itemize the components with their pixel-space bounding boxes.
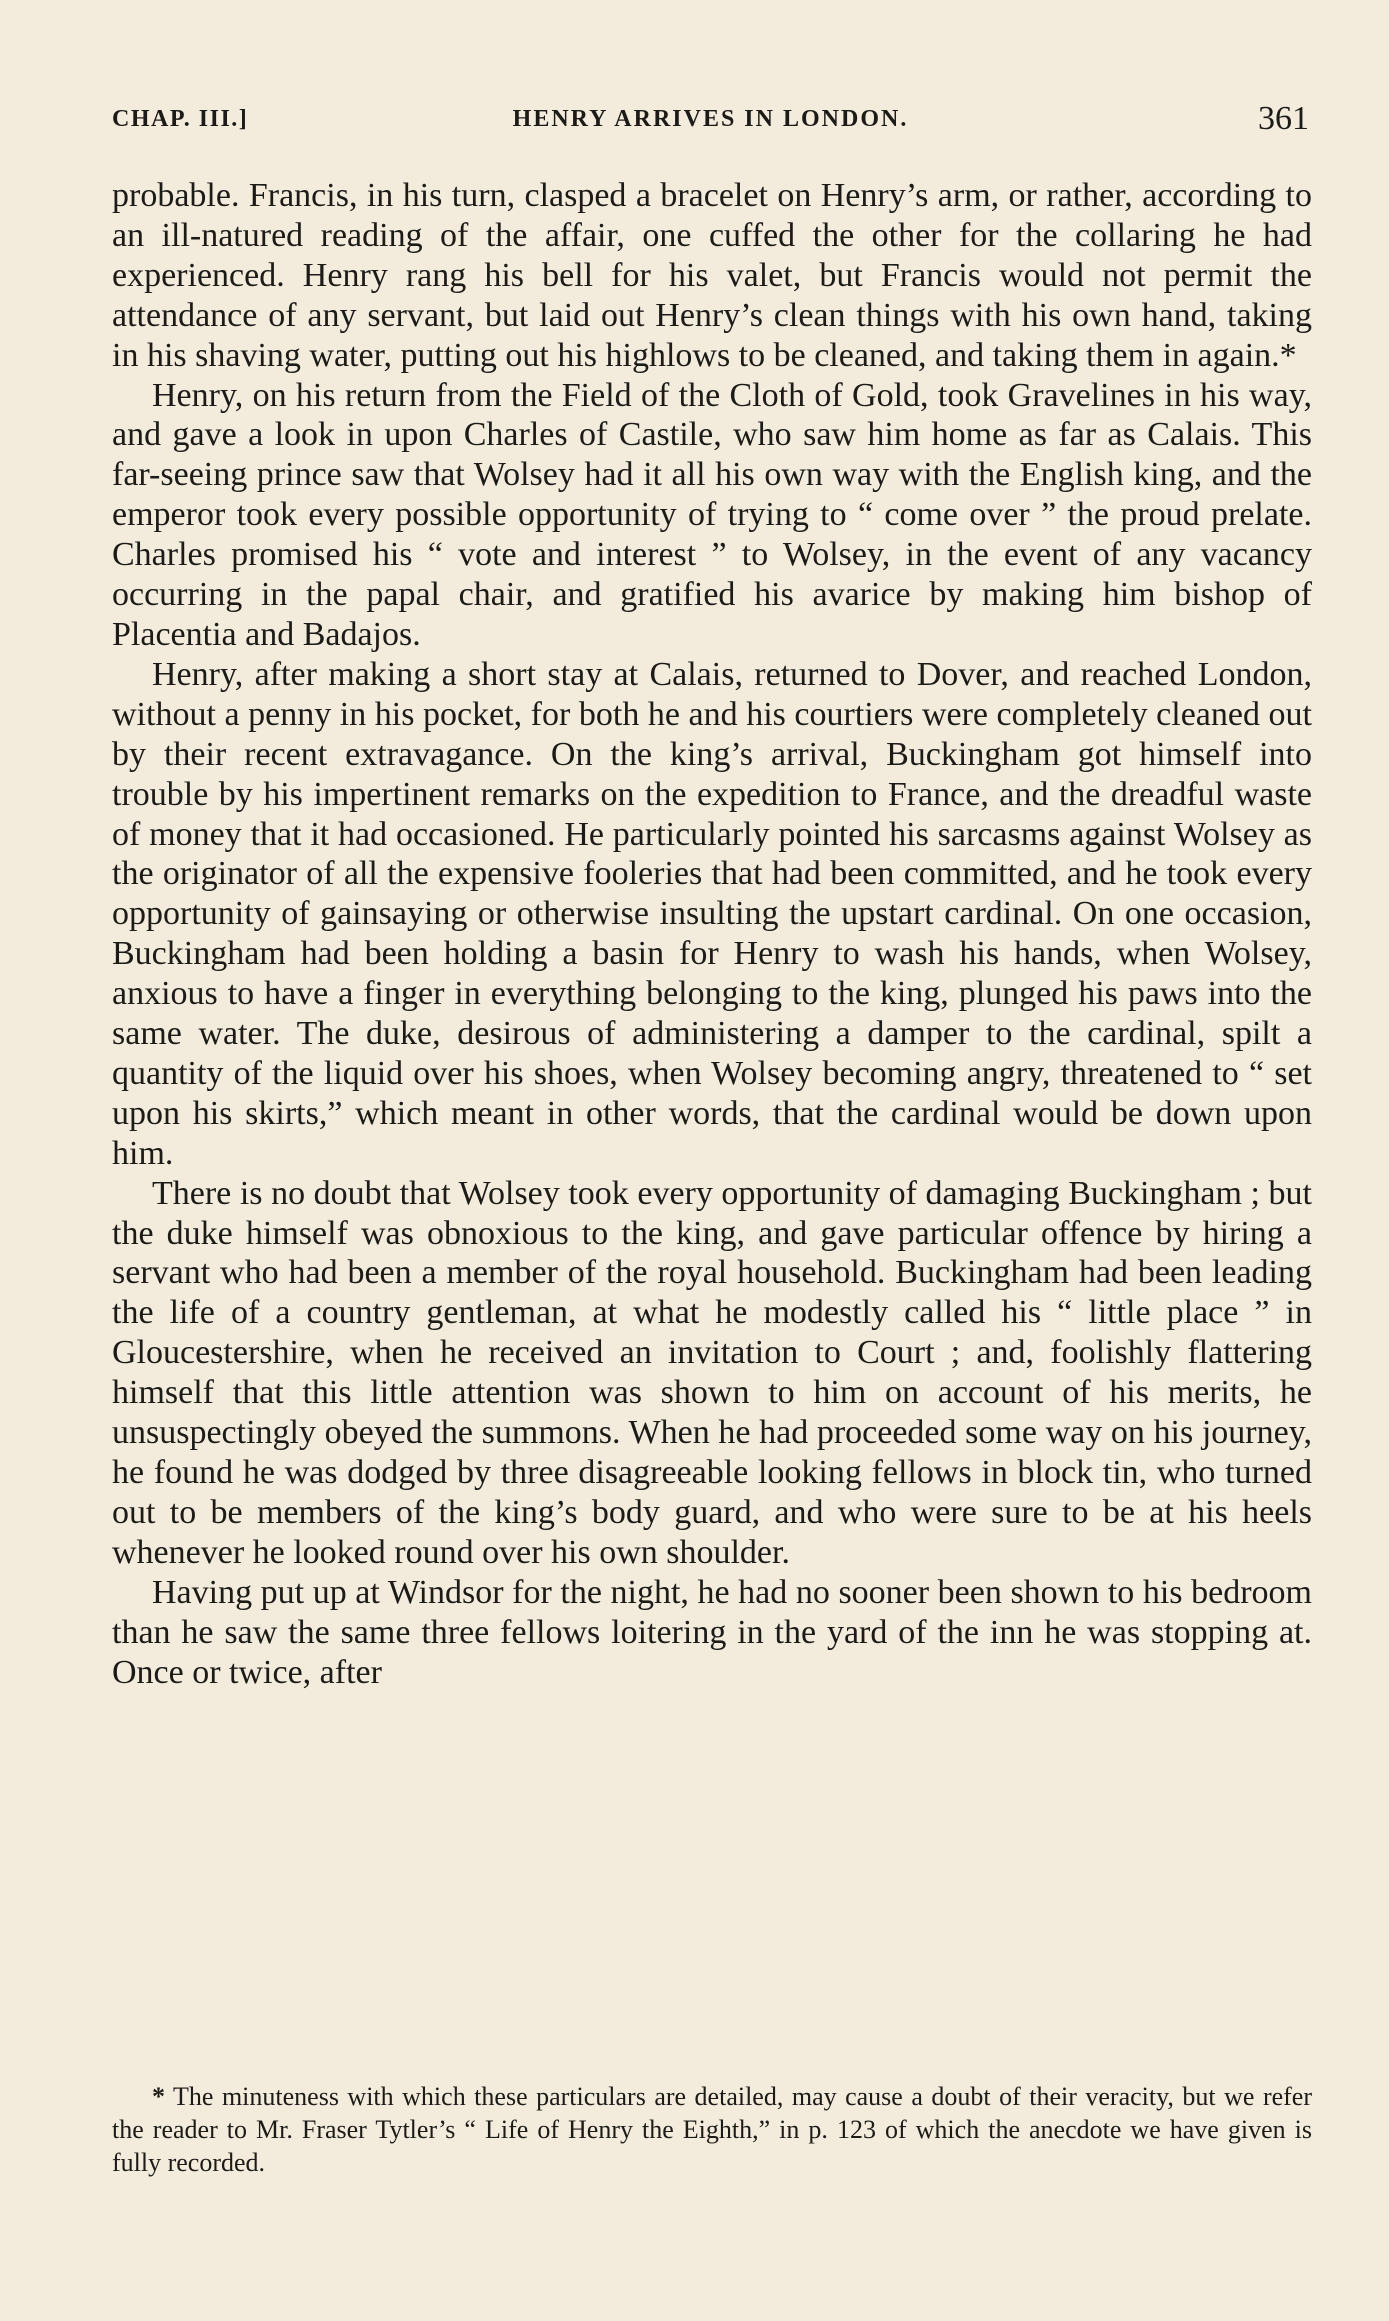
paragraph: probable. Francis, in his turn, clasped a bracelet on Henry’s arm, or rather, according to an ill-natured reading of the affair, one cuffed the other for the collaring he had experienced. Henry rang his bell for his valet, but Francis would not permit the attendance of any servant, but laid out Henry’s clean things with his own hand, taking in his shaving water, putting out his highlows to be cleaned, and taking them in again.* [112,177,1312,374]
footnote-marker: * [152,2082,165,2111]
body-text [112,176,1312,1692]
page-number: 361 [1258,100,1309,137]
running-title: HENRY ARRIVES IN LONDON. [512,106,909,132]
footnote [112,2080,1312,2179]
footnote-text: The minuteness with which these particulars are detailed, may cause a doubt of their veracity, but we refer the reader to Mr. Fraser Tytler’s “ Life of Henry the Eighth,” in p. 123 of which the anecdote we have given is fully recorded. [112,2082,1312,2177]
paragraph: There is no doubt that Wolsey took every opportunity of damaging Buckingham ; but the duke himself was obnoxious to the king, and gave particular offence by hiring a servant who had been a member of the royal household. Buckingham had been leading the life of a country gentleman, at what he modestly called his “ little place ” in Gloucestershire, when he received an invitation to Court ; and, foolishly flattering himself that this little attention was shown to him on account of his merits, he unsuspectingly obeyed the summons. When he had proceeded some way on his journey, he found he was dodged by three disagreeable looking fellows in block tin, who turned out to be members of the king’s body guard, and who were sure to be at his heels whenever he looked round over his own shoulder. [112,1174,1312,1571]
paragraph: Henry, on his return from the Field of the Cloth of Gold, took Gravelines in his way, and gave a look in upon Charles of Castile, who saw him home as far as Calais. This far-seeing prince saw that Wolsey had it all his own way with the English king, and the emperor took every possible opportunity of trying to “ come over ” the proud prelate. Charles promised his “ vote and interest ” to Wolsey, in the event of any vacancy occurring in the papal chair, and gratified his avarice by making him bishop of Placentia and Badajos. [112,376,1312,653]
paragraph: Having put up at Windsor for the night, he had no sooner been shown to his bedroom than he saw the same three fellows loitering in the yard of the inn he was stopping at. Once or twice, after [112,1573,1312,1691]
paragraph: Henry, after making a short stay at Calais, returned to Dover, and reached London, without a penny in his pocket, for both he and his courtiers were completely cleaned out by their recent extravagance. On the king’s arrival, Buckingham got himself into trouble by his impertinent remarks on the expedition to France, and the dreadful waste of money that it had occasioned. He particularly pointed his sarcasms against Wolsey as the originator of all the expensive fooleries that had been committed, and he took every opportunity of gainsaying or otherwise insulting the upstart cardinal. On one occasion, Buckingham had been holding a basin for Henry to wash his hands, when Wolsey, anxious to have a finger in everything belonging to the king, plunged his paws into the same water. The duke, desirous of administering a damper to the cardinal, spilt a quantity of the liquid over his shoes, when Wolsey becoming angry, threatened to “ set upon his skirts,” which meant in other words, that the cardinal would be down upon him. [112,655,1312,1172]
chapter-label: CHAP. III.] [112,106,249,132]
running-header [112,100,1309,144]
